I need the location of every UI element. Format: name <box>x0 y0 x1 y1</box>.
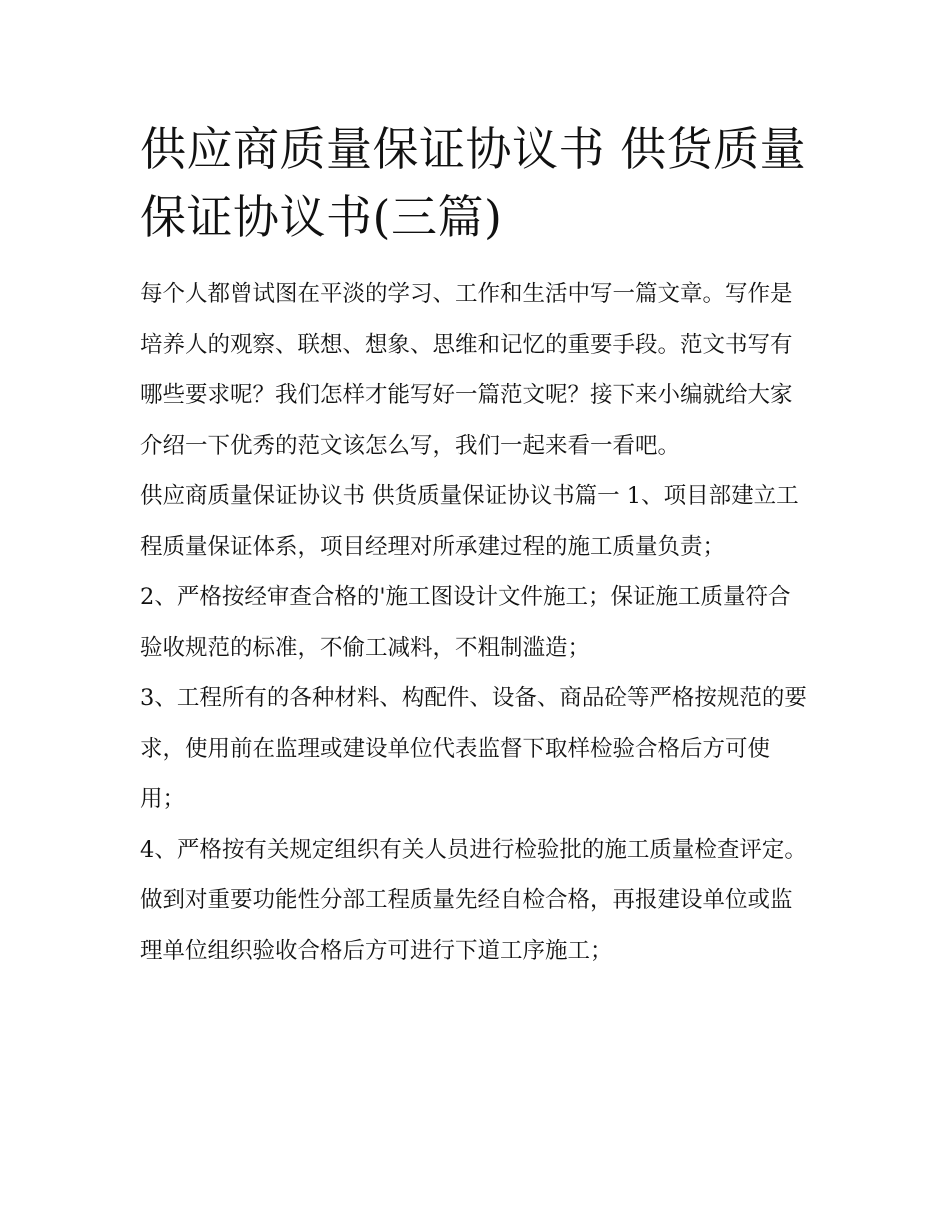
document-title: 供应商质量保证协议书 供货质量保证协议书(三篇) <box>140 122 807 244</box>
intro-paragraph: 每个人都曾试图在平淡的学习、工作和生活中写一篇文章。写作是培养人的观察、联想、想象、思维和记忆的重要手段。范文书写有哪些要求呢？我们怎样才能写好一篇范文呢？接下来小编就给大家介绍一下优秀的范文该怎么写，我们一起来看一看吧。 <box>140 281 793 459</box>
document-page <box>140 115 812 976</box>
article-paragraph-1: 供应商质量保证协议书 供货质量保证协议书篇一 1、项目部建立工程质量保证体系，项目经理对所承建过程的施工质量负责； <box>140 483 799 560</box>
document-body <box>140 269 812 976</box>
article-paragraph-2: 2、严格按经审查合格的'施工图设计文件施工；保证施工质量符合验收规范的标准，不偷工减料，不粗制滥造； <box>140 584 791 661</box>
article-paragraph-4: 4、严格按有关规定组织有关人员进行检验批的施工质量检查评定。做到对重要功能性分部工程质量先经自检合格，再报建设单位或监理单位组织验收合格后方可进行下道工序施工； <box>140 836 807 964</box>
article-paragraph-3: 3、工程所有的各种材料、构配件、设备、商品砼等严格按规范的要求，使用前在监理或建设单位代表监督下取样检验合格后方可使用； <box>140 685 807 812</box>
